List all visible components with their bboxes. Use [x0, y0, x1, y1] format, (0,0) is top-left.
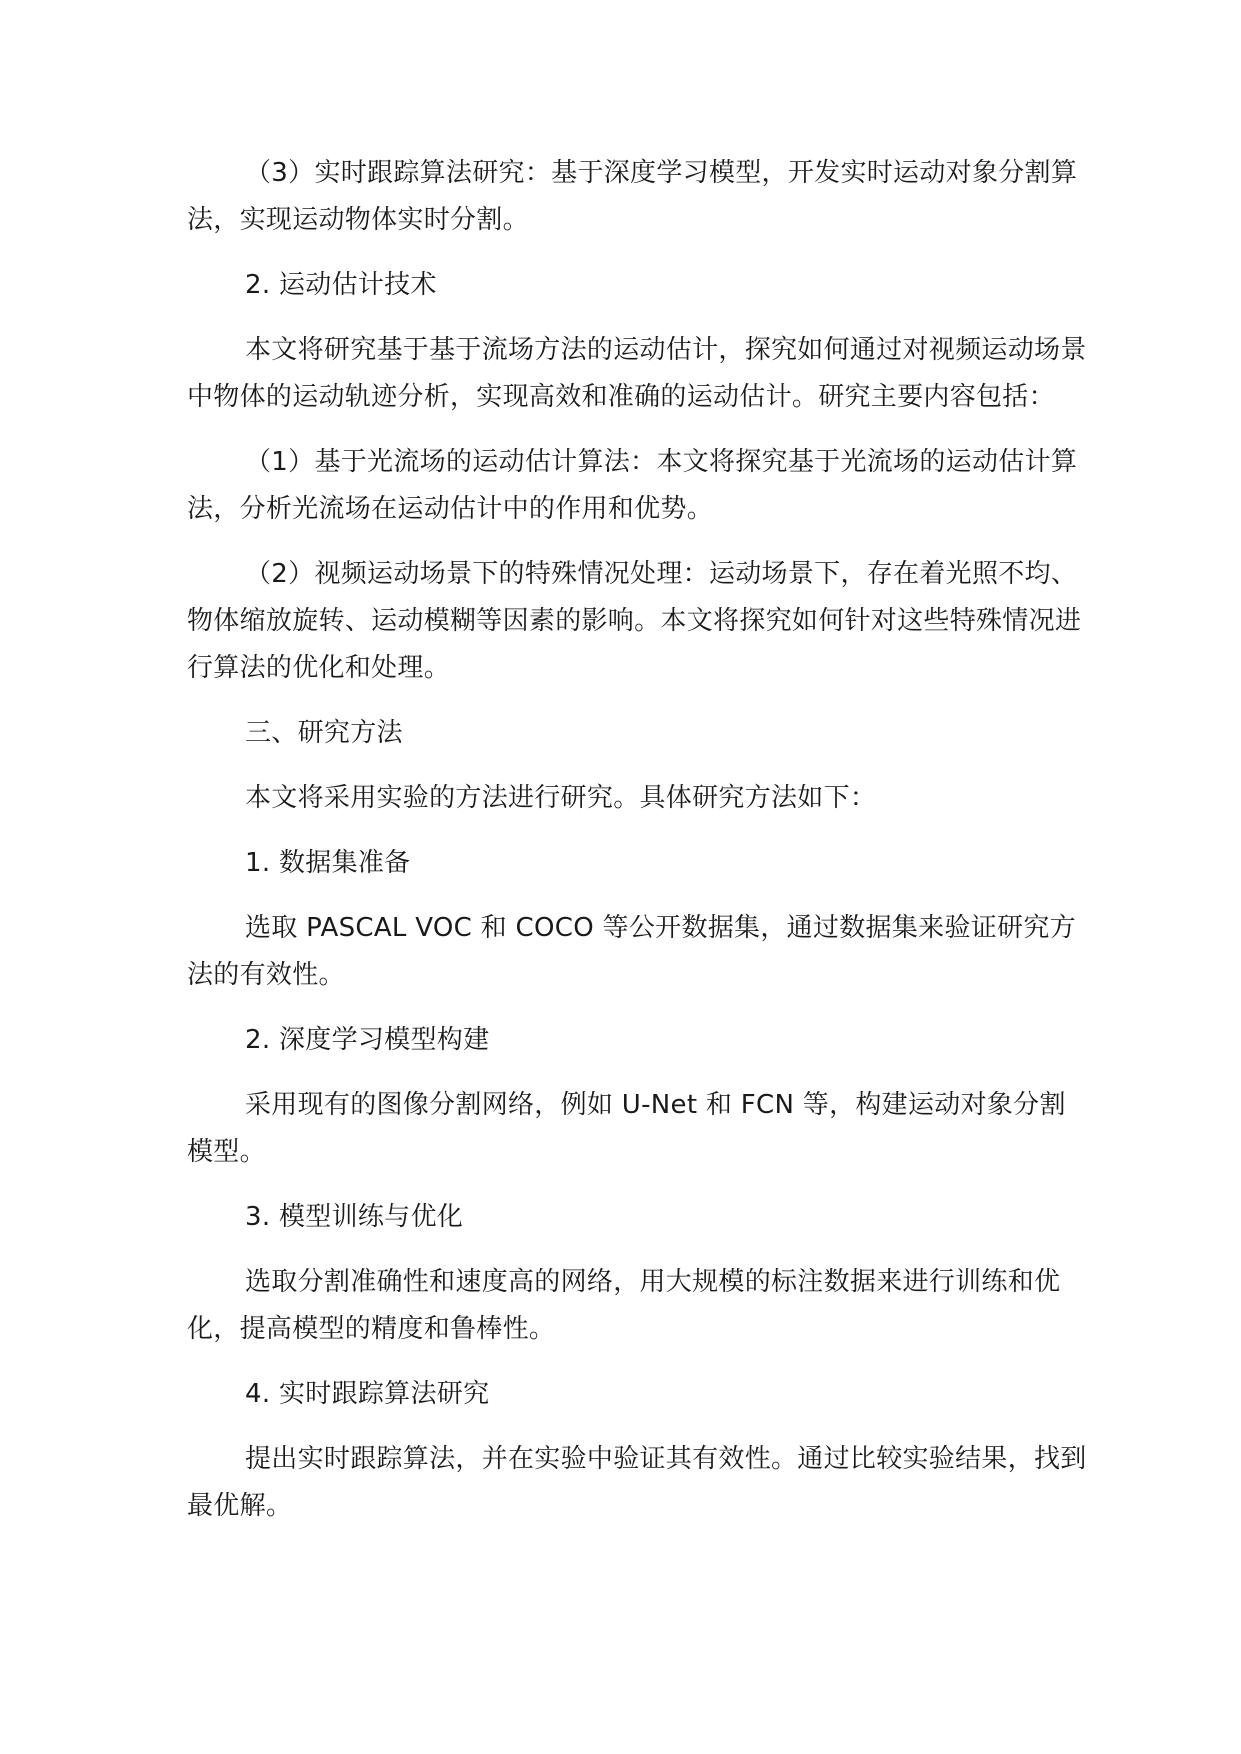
paragraph-realtime-tracking: 提出实时跟踪算法，并在实验中验证其有效性。通过比较实验结果，找到最优解。	[187, 1444, 1087, 1521]
paragraph-training-optimization: 选取分割准确性和速度高的网络，用大规模的标注数据来进行训练和优化，提高模型的精度和鲁棒性。	[187, 1267, 1061, 1344]
paragraph-model-construction: 采用现有的图像分割网络，例如 U-Net 和 FCN 等，构建运动对象分割模型。	[187, 1090, 1066, 1167]
paragraph-methods-intro: 本文将采用实验的方法进行研究。具体研究方法如下：	[245, 783, 877, 813]
paragraph-special-cases: （2）视频运动场景下的特殊情况处理：运动场景下，存在着光照不均、物体缩放旋转、运动模糊等因素的影响。本文将探究如何针对这些特殊情况进行算法的优化和处理。	[187, 559, 1082, 683]
heading-research-methods: 三、研究方法	[245, 718, 403, 748]
heading-training-optimization: 3. 模型训练与优化	[245, 1202, 464, 1232]
document-page	[187, 150, 1087, 1548]
paragraph-motion-estimation-intro: 本文将研究基于基于流场方法的运动估计，探究如何通过对视频运动场景中物体的运动轨迹分析，实现高效和准确的运动估计。研究主要内容包括：	[187, 335, 1087, 412]
heading-motion-estimation: 2. 运动估计技术	[245, 270, 437, 300]
heading-dataset-preparation: 1. 数据集准备	[245, 848, 411, 878]
paragraph-optical-flow-algorithm: （1）基于光流场的运动估计算法：本文将探究基于光流场的运动估计算法，分析光流场在运动估计中的作用和优势。	[187, 447, 1078, 524]
paragraph-dataset-preparation: 选取 PASCAL VOC 和 COCO 等公开数据集，通过数据集来验证研究方法的有效性。	[187, 913, 1076, 990]
paragraph-realtime-tracking-research: （3）实时跟踪算法研究：基于深度学习模型，开发实时运动对象分割算法，实现运动物体实时分割。	[187, 158, 1078, 235]
heading-model-construction: 2. 深度学习模型构建	[245, 1025, 490, 1055]
heading-realtime-tracking: 4. 实时跟踪算法研究	[245, 1379, 490, 1409]
